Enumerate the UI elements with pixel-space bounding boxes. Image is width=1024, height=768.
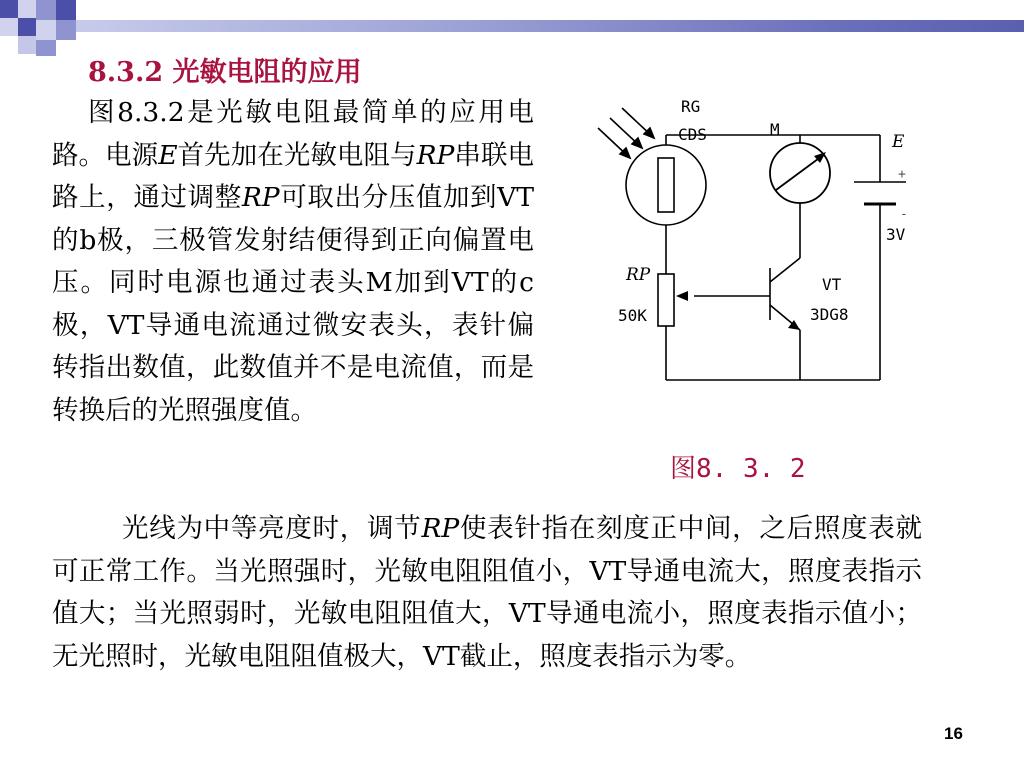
rp-value-label: 50K (618, 306, 647, 325)
para1-rp-symbol-2: RP (241, 182, 280, 213)
header-bar (76, 20, 1024, 32)
para2-text-1: 光线为中等亮度时，调节 (122, 513, 422, 544)
section-title: 8.3.2 光敏电阻的应用 (88, 57, 362, 88)
minus-label: - (900, 207, 908, 222)
cds-label: CDS (678, 125, 707, 144)
page-number: 16 (944, 724, 963, 743)
para1-text-2: 首先加在光敏电阻与 (177, 139, 417, 171)
voltage-label: 3V (886, 225, 906, 244)
e-label: E (892, 132, 905, 152)
paragraph-2 (52, 508, 922, 678)
rg-label: RG (681, 97, 701, 116)
meter-label: M (770, 120, 780, 139)
para1-rp-symbol-1: RP (416, 139, 455, 171)
circuit-diagram (570, 90, 930, 390)
para2-text-2: 使表针指在刻度正中间，之后照度表就可正常工作。当光照强时，光敏电阻阻值小，VT导通电流大，照度表指示值大；当光照弱时，光敏电阻阻值大，VT导通电流小，照度表指示值小；无光照时，光敏电阻阻值极大，VT截止，照度表指示为零。 (52, 513, 923, 672)
figure-caption: 图8. 3. 2 (670, 454, 806, 484)
plus-label: + (898, 167, 906, 182)
meter-m (770, 143, 830, 203)
para1-text-1: 图8.3.2是光敏电阻最简单的应用电路。电源 (52, 97, 534, 171)
vt-model-label: 3DG8 (810, 305, 849, 324)
photoresistor-rg (626, 145, 706, 225)
battery-e (854, 182, 906, 204)
rp-label: RP (626, 265, 651, 285)
para1-text-4: 可取出分压值加到VT的b极，三极管发射结便得到正向偏置电压。同时电源也通过表头M加到VT的c极，VT导通电流通过微安表头，表针偏转指出数值，此数值并不是电流值，而是转换后的光照强度值。 (52, 182, 534, 426)
vt-label: VT (822, 275, 842, 294)
para1-text-3: 串联电路上，通过调整 (52, 139, 535, 213)
para2-rp-symbol: RP (421, 513, 460, 544)
potentiometer-rp (658, 274, 688, 326)
paragraph-1 (52, 92, 534, 432)
para1-e-symbol: E (158, 139, 178, 171)
